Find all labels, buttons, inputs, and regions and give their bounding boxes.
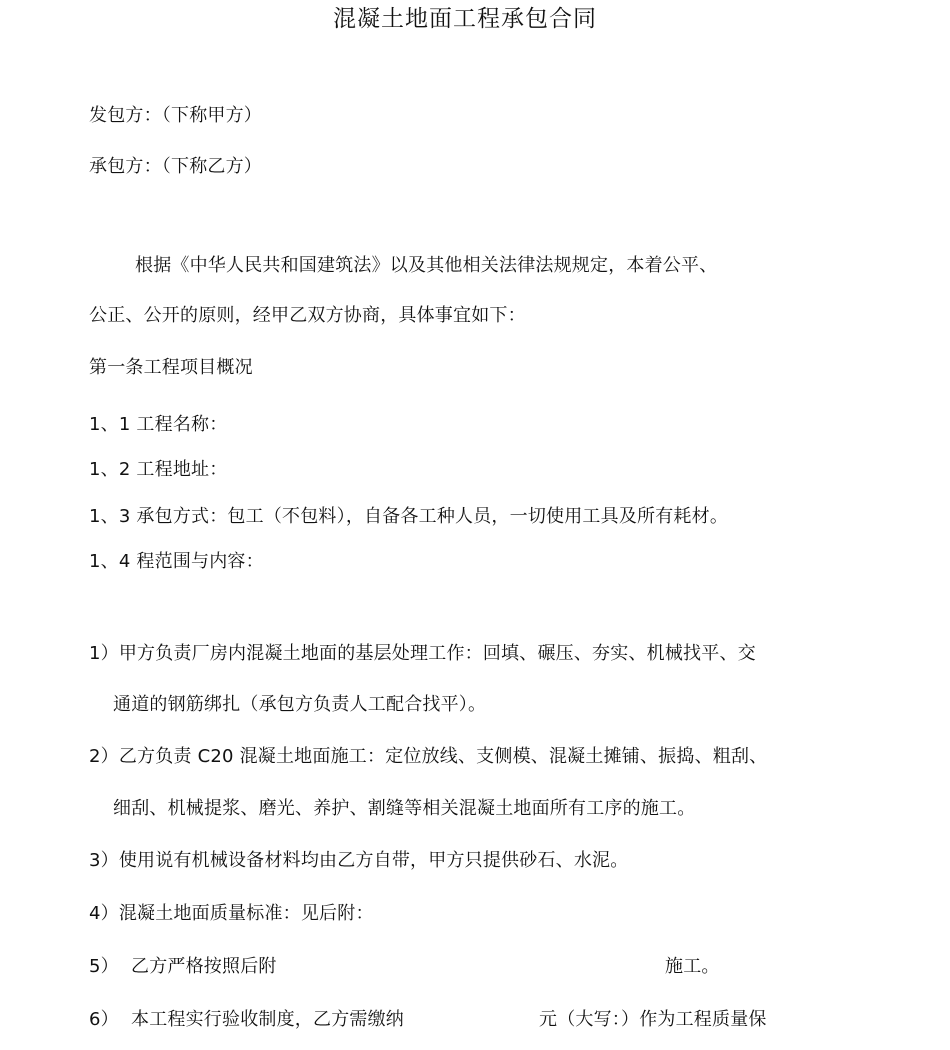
scope-point-5-text: 乙方严格按照后附 [131,956,277,977]
scope-point-5-end: 施工。 [665,956,720,977]
scope-point-6-number: 6） [89,1009,119,1030]
intro-paragraph-line-2: 公正、公开的原则，经甲乙双方协商，具体事宜如下： [89,305,526,326]
item-project-address: 1、2 工程地址： [89,459,228,480]
scope-point-1-line-1: 1）甲方负责厂房内混凝土地面的基层处理工作：回填、碾压、夯实、机械找平、交 [89,643,756,664]
party-a-line: 发包方：（下称甲方） [89,105,262,126]
item-scope-content: 1、4 程范围与内容： [89,551,264,572]
scope-point-1-line-2: 通道的钢筋绑扎（承包方负责人工配合找平）。 [113,694,487,715]
scope-point-2-line-2: 细刮、机械提浆、磨光、养护、割缝等相关混凝土地面所有工序的施工。 [113,798,696,819]
party-b-line: 承包方：（下称乙方） [89,156,262,177]
scope-point-3: 3）使用说有机械设备材料均由乙方自带，甲方只提供砂石、水泥。 [89,850,629,871]
item-contract-method: 1、3 承包方式：包工（不包料），自备各工种人员，一切使用工具及所有耗材。 [89,506,729,527]
item-project-name: 1、1 工程名称： [89,414,228,435]
scope-point-2-line-1: 2）乙方负责 C20 混凝土地面施工：定位放线、支侧模、混凝土摊铺、振捣、粗刮、 [89,746,768,767]
scope-point-6-end: 元（大写：）作为工程质量保 [539,1009,767,1030]
intro-paragraph-line-1: 根据《中华人民共和国建筑法》以及其他相关法律法规规定，本着公平、 [135,255,718,276]
scope-point-6-text: 本工程实行验收制度，乙方需缴纳 [131,1009,404,1030]
scope-point-4: 4）混凝土地面质量标准：见后附： [89,903,374,924]
article-1-heading: 第一条工程项目概况 [89,357,253,378]
document-title: 混凝土地面工程承包合同 [333,6,597,32]
scope-point-5-number: 5） [89,956,119,977]
